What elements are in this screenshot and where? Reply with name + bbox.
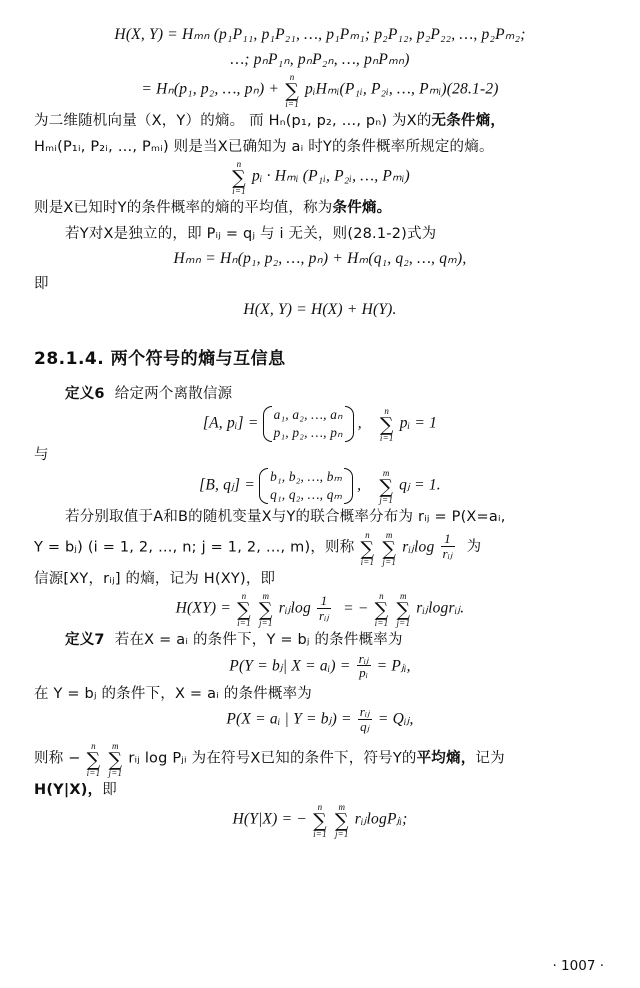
equation-lhs: P(Y = bⱼ| X = aᵢ) =	[229, 657, 351, 675]
bold-term-hyx: H(Y|X)，	[34, 781, 103, 798]
section-heading-28-1-4: 28.1.4. 两个符号的熵与互信息	[34, 348, 286, 369]
summation-symbol-i: n ∑ i=1	[360, 529, 375, 567]
equation-text: = −	[343, 599, 369, 617]
equation-rhs: = Pⱼᵢ,	[376, 657, 411, 675]
equation-text: pᵢ · Hₘᵢ (P₁ᵢ, P₂ᵢ, …, Pₘᵢ)	[251, 167, 410, 185]
equation-lhs: [A, pᵢ] =	[202, 415, 259, 433]
paragraph-joint-distribution-2	[34, 530, 606, 566]
paragraph-conditional-prob-x	[34, 681, 606, 706]
equation-lhs: H(XY) =	[175, 599, 231, 617]
equation-rhs: qⱼ = 1.	[399, 476, 441, 494]
paragraph-conditional-entropy-name	[34, 195, 606, 220]
summation-symbol-i: n ∑ i=1	[374, 591, 389, 629]
definition-label: 定义7	[65, 632, 105, 649]
equation-average-conditional	[34, 159, 606, 195]
bold-term-average-entropy: 平均熵，	[416, 750, 476, 767]
paragraph-conditional-entropy-def	[34, 134, 606, 159]
paragraph-text: 与	[34, 447, 49, 464]
paragraph-text: 为	[466, 539, 482, 556]
bold-term-conditional-entropy: 条件熵。	[332, 200, 392, 217]
equation-text: rᵢⱼlog	[278, 599, 311, 617]
definition-label: 定义6	[65, 385, 105, 402]
equation-lhs: [B, qⱼ] =	[199, 476, 255, 494]
matrix-source-A: a₁, a₂, …, aₙ p₁, p₂, …, pₙ	[263, 406, 354, 442]
fraction-inline: $\frac{1}{\text{rᵢⱼ}}$	[319, 592, 330, 623]
equation-text: H(X, Y) = Hₘₙ (p₁P₁₁, p₁P₂₁, …, p₁Pₘ₁; p₂P₁₂, p₂P₂₂, …, p₂Pₘ₂;	[114, 26, 526, 43]
equation-text: rᵢⱼlogrᵢⱼ.	[416, 599, 465, 617]
summation-symbol-j: m ∑ j=1	[334, 802, 349, 840]
summation-symbol-i: n ∑ i=1	[313, 802, 327, 840]
paragraph-text: 则称 −	[34, 750, 81, 767]
equation-text: Hₘₙ = Hₙ(p₁, p₂, …, pₙ) + Hₘ(q₁, q₂, …, qₘ),	[173, 250, 467, 268]
paragraph-text: Hₘᵢ(P₁ᵢ, P₂ᵢ, …, Pₘᵢ) 则是当X已确知为 aᵢ 时Y的条件概率所规定的熵。	[34, 138, 494, 155]
equation-text: H(X, Y) = H(X) + H(Y).	[243, 300, 397, 318]
summation-symbol-i: n ∑ i=1	[86, 740, 101, 778]
summation-symbol-i: n ∑ i=1	[285, 72, 299, 110]
equation-rhs: pᵢHₘᵢ(P₁ᵢ, P₂ᵢ, …, Pₘᵢ)	[305, 80, 447, 98]
paragraph-average-entropy-1	[34, 741, 606, 777]
paragraph-joint-entropy-name	[34, 566, 606, 591]
paragraph-text: 即	[34, 276, 49, 293]
bold-term-unconditional-entropy: 无条件熵，	[431, 113, 506, 130]
equation-h-y-given-x	[34, 802, 606, 838]
paragraph-text: 若分别取值于A和B的随机变量X与Y的联合概率分布为 rᵢⱼ = P(X=aᵢ,	[65, 509, 506, 526]
definition-6	[34, 381, 606, 406]
paragraph-independence	[34, 221, 606, 246]
matrix-source-B: b₁, b₂, …, bₘ q₁, q₂, …, qₘ	[259, 468, 353, 504]
paragraph-text: 为二维随机向量（X，Y）的熵。 而 Hₙ(p₁, p₂, …, pₙ) 为X的	[34, 113, 432, 130]
paragraph-and	[34, 442, 606, 467]
equation-28-1-2-line1	[34, 22, 606, 47]
equation-source-A: [A, pᵢ] = a₁, a₂, …, aₙ p₁, p₂, …, pₙ , n ∑ i=1 pᵢ = 1	[202, 406, 438, 444]
equation-independent-sum	[34, 246, 606, 271]
paragraph-unconditional-entropy	[34, 108, 606, 133]
definition-7	[34, 627, 606, 652]
equation-28-1-2-line3	[34, 72, 606, 108]
equation-28-1-2-line2	[34, 47, 606, 72]
definition-text: 若在X = aᵢ 的条件下，Y = bⱼ 的条件概率为	[114, 632, 403, 649]
equation-entropy-additive	[34, 297, 606, 322]
equation-lhs: H(Y|X) = −	[232, 810, 307, 828]
paragraph-text: rᵢⱼ log Pⱼᵢ 为在符号X已知的条件下，符号Y的	[128, 750, 417, 767]
equation-rhs: rᵢⱼlogPⱼᵢ;	[354, 810, 408, 828]
summation-symbol-j: m ∑ j=1	[396, 591, 411, 629]
paragraph-text: 信源[XY，rᵢⱼ] 的熵，记为 H(XY)，即	[34, 570, 276, 587]
paragraph-that-is	[34, 271, 606, 296]
definition-text: 给定两个离散信源	[114, 385, 233, 402]
equation-text: …; pₙP₁ₙ, pₙP₂ₙ, …, pₙPₘₙ)	[230, 51, 410, 69]
paragraph-text: 即	[102, 781, 117, 798]
equation-joint-entropy	[34, 591, 606, 627]
page-number: · 1007 ·	[552, 958, 604, 974]
summation-symbol-j: m ∑ j=1	[108, 740, 123, 778]
summation-symbol-j: m ∑ j=1	[382, 529, 397, 567]
summation-symbol-j: m ∑ j=1	[258, 591, 273, 629]
equation-rhs: = Qᵢⱼ,	[377, 711, 414, 729]
fraction-inline: $\frac{1}{\text{rᵢⱼ}}$	[442, 531, 453, 562]
paragraph-text: 若Y对X是独立的，即 Pᵢⱼ = qⱼ 与 i 无关，则(28.1-2)式为	[65, 225, 437, 242]
equation-lhs: P(X = aᵢ | Y = bⱼ) =	[226, 711, 352, 729]
equation-conditional-prob-x	[34, 706, 606, 734]
equation-number: (28.1-2)	[446, 80, 499, 98]
equation-conditional-prob-y	[34, 650, 606, 681]
summation-symbol-i: n ∑ i=1	[232, 159, 246, 197]
equation-lhs: = Hₙ(p₁, p₂, …, pₙ) +	[141, 80, 280, 98]
paragraph-text: 在 Y = bⱼ 的条件下，X = aᵢ 的条件概率为	[34, 685, 312, 702]
equation-rhs: pᵢ = 1	[399, 415, 438, 433]
summation-symbol-i: n ∑ i=1	[379, 406, 394, 444]
summation-symbol-j: m ∑ j=1	[379, 467, 394, 506]
paragraph-text: Y = bⱼ) (i = 1, 2, …, n; j = 1, 2, …, m)，则称	[34, 539, 355, 556]
paragraph-average-entropy-2	[34, 777, 606, 802]
fraction-inline: $\frac{\text{rᵢⱼ}}{\text{qⱼ}}$	[359, 704, 370, 735]
fraction-inline: $\frac{\text{rᵢⱼ}}{\text{pᵢ}}$	[358, 650, 369, 681]
equation-source-B: [B, qⱼ] = b₁, b₂, …, bₘ q₁, q₂, …, qₘ , m ∑ j=1 qⱼ = 1.	[199, 467, 441, 506]
paragraph-text: 则是X已知时Y的条件概率的熵的平均值，称为	[34, 200, 333, 217]
paragraph-text: 记为	[475, 750, 505, 767]
summation-symbol-i: n ∑ i=1	[237, 591, 251, 629]
paragraph-joint-distribution-1	[34, 504, 606, 529]
equation-inline: rᵢⱼlog	[402, 538, 435, 556]
